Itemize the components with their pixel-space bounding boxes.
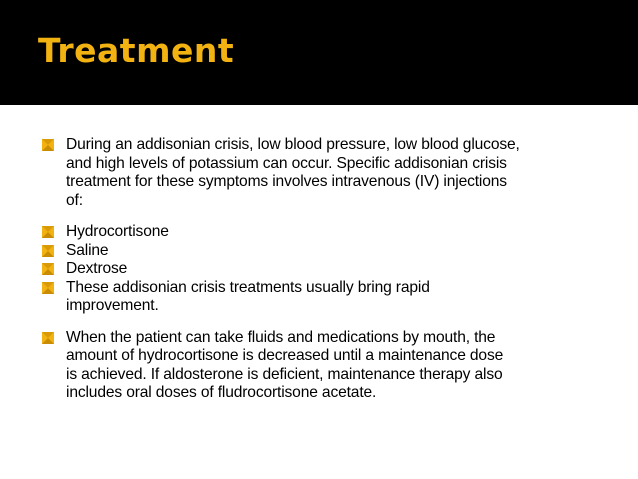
bullet-item	[42, 279, 622, 316]
bullet-item	[42, 223, 622, 242]
square-bullet-icon	[42, 139, 54, 151]
square-bullet-icon	[42, 226, 54, 238]
title-bar	[0, 0, 638, 105]
bullet-item	[42, 329, 622, 403]
bullet-item	[42, 260, 622, 279]
square-bullet-icon	[42, 332, 54, 344]
bullet-text-line: These addisonian crisis treatments usually bring rapid	[66, 278, 430, 296]
square-bullet-icon	[42, 245, 54, 257]
bullet-text-line: amount of hydrocortisone is decreased until a maintenance dose	[66, 347, 504, 364]
bullet-item	[42, 242, 622, 261]
bullet-text-line: Hydrocortisone	[66, 223, 169, 240]
bullet-text-line: During an addisonian crisis, low blood pressure, low blood glucose,	[66, 136, 520, 153]
bullet-text-line: Dextrose	[66, 260, 128, 277]
bullet-list	[42, 136, 622, 403]
bullet-text-line: When the patient can take fluids and medications by mouth, the	[66, 328, 496, 346]
bullet-text-line: of:	[66, 191, 83, 209]
square-bullet-icon	[42, 282, 54, 294]
bullet-text-line: improvement.	[66, 297, 159, 314]
square-bullet-icon	[42, 263, 54, 275]
bullet-text-line: and high levels of potassium can occur. Specific addisonian crisis	[66, 154, 507, 172]
slide-title: Treatment	[38, 31, 235, 70]
bullet-item	[42, 136, 622, 210]
bullet-text-line: includes oral doses of fludrocortisone acetate.	[66, 384, 377, 401]
bullet-text-line: treatment for these symptoms involves intravenous (IV) injections	[66, 173, 507, 190]
bullet-text-line: is achieved. If aldosterone is deficient, maintenance therapy also	[66, 365, 503, 383]
bullet-text-line: Saline	[66, 241, 109, 259]
